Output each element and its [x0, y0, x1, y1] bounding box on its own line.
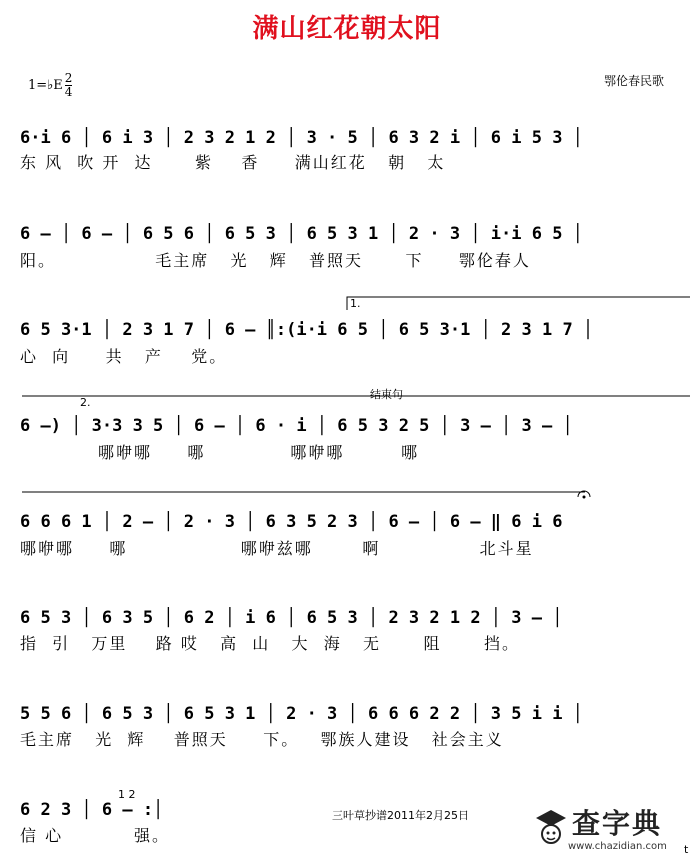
- key-name: ♭E: [47, 78, 63, 93]
- time-bottom: 4: [64, 85, 73, 99]
- volta-first: 1.: [350, 297, 361, 310]
- volta-second: 2.: [80, 396, 91, 409]
- notation-line-8: 6 2 3 │ 6 – :│: [20, 800, 164, 820]
- lyric-line-1: 东 风 吹 开 达 紫 香 满山红花 朝 太: [20, 153, 446, 172]
- lyric-line-2: 阳。 毛主席 光 辉 普照天 下 鄂伦春人: [20, 251, 531, 270]
- volta-small: 1 2: [118, 788, 136, 801]
- lyric-line-8: 信 心 强。: [20, 826, 170, 845]
- lyric-line-7: 毛主席 光 辉 普照天 下。 鄂族人建设 社会主义: [20, 730, 504, 749]
- lyric-line-3: 心 向 共 产 党。: [20, 347, 228, 366]
- time-top: 2: [64, 71, 73, 85]
- fermata-dot: [583, 496, 586, 499]
- notation-line-5: 6 6 6 1 │ 2 – │ 2 · 3 │ 6 3 5 2 3 │ 6 – │ 6 – ‖ 6 i 6: [20, 512, 563, 532]
- ending-label: 结束句: [370, 388, 403, 401]
- page-title: 满山红花朝太阳: [252, 14, 442, 44]
- composer-note: 鄂伦春民歌: [604, 74, 665, 88]
- watermark-logo: [528, 800, 688, 858]
- watermark-url: www.chazidian.com: [568, 841, 667, 852]
- notation-line-3: 6 5 3·1 │ 2 3 1 7 │ 6 – ║:(i·i 6 5 │ 6 5 3·1 │ 2 3 1 7 │: [20, 320, 594, 340]
- notation-line-7: 5 5 6 │ 6 5 3 │ 6 5 3 1 │ 2 · 3 │ 6 6 6 2 2 │ 3 5 i i │: [20, 704, 583, 724]
- graduate-cap-icon: [534, 806, 568, 850]
- notation-line-2: 6 – │ 6 – │ 6 5 6 │ 6 5 3 │ 6 5 3 1 │ 2 · 3 │ i·i 6 5 │: [20, 224, 583, 244]
- footer-note: 三叶草抄谱2011年2月25日: [332, 809, 469, 822]
- lyric-line-4: 哪咿哪 哪 哪咿哪 哪: [20, 443, 420, 462]
- volta-first-bracket: [347, 297, 690, 310]
- watermark-tail: t: [684, 843, 689, 856]
- notation-line-1: 6·i 6 │ 6 i 3 │ 2 3 2 1 2 │ 3 · 5 │ 6 3 2 i │ 6 i 5 3 │: [20, 128, 583, 148]
- notation-line-6: 6 5 3 │ 6 3 5 │ 6 2 │ i 6 │ 6 5 3 │ 2 3 2 1 2 │ 3 – │: [20, 608, 563, 628]
- key-prefix: 1=: [28, 78, 48, 93]
- lyric-line-6: 指 引 万里 路 哎 高 山 大 海 无 阻 挡。: [20, 634, 521, 653]
- lyric-line-5: 哪咿哪 哪 哪咿兹哪 啊 北斗星: [20, 539, 534, 558]
- watermark-name: 查字典: [572, 807, 663, 840]
- notation-line-4: 6 –) │ 3·3 3 5 │ 6 – │ 6 · i │ 6 5 3 2 5 │ 3 – │ 3 – │: [20, 416, 573, 436]
